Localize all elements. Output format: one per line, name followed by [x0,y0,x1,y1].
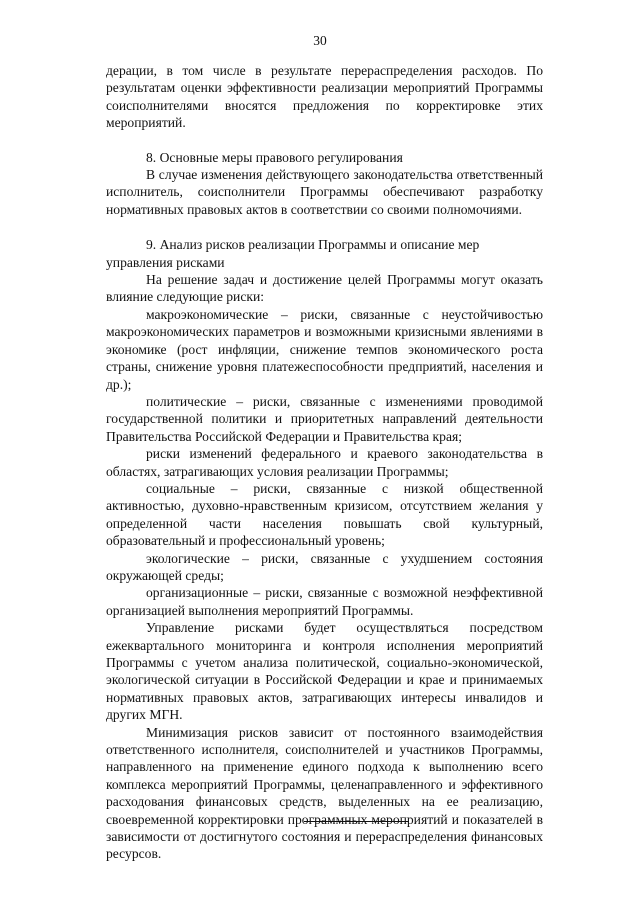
continued-paragraph: дерации, в том числе в результате перераспределения расходов. По результатам оценки эффективности реализации мероприятий Программы соисполнителями вносятся предложения по корректировке этих мероприятий. [106,63,543,131]
end-of-text-rule [304,821,409,822]
paragraph-risk-social: социальные – риски, связанные с низкой общественной активностью, духовно-нравственным кризисом, отсутствием желания у определенной части населения повышать свой культурный, образовательный и профессиональный уровень; [106,480,543,549]
paragraph-risk-macroeconomic: макроэкономические – риски, связанные с неустойчивостью макроэкономических параметров и возможными кризисными явлениями в экономике (рост инфляции, снижение темпов экономического роста страны, снижение уровня платежеспособности предприятий, населения и др.); [106,306,543,392]
paragraph-risk-political: политические – риски, связанные с изменениями проводимой государственной политики и приоритетных направлений деятельности Правительства Российской Федерации и Правительства края; [106,393,543,444]
paragraph-legal-regulation: В случае изменения действующего законодательства ответственный исполнитель, соисполнители Программы обеспечивают разработку нормативных правовых актов в соответствии со своими полномочиями. [106,167,543,217]
spacer [106,218,543,236]
paragraph-risk-management: Управление рисками будет осуществляться посредством ежеквартального мониторинга и контроля исполнения мероприятий Программы с учетом анализа политической, социально-экономической, экологической ситуации в Российской Федерации и крае и принимаемых нормативных правовых актов, затрагивающих интересы инвалидов и других МГН. [106,620,543,723]
page-body [106,62,543,863]
paragraph-risk-minimization: Минимизация рисков зависит от постоянного взаимодействия ответственного исполнителя, соисполнителей и участников Программы, направленного на применение единого подхода к выполнению всего комплекса мероприятий Программы, целенаправленного и эффективного расходования финансовых средств, выделенных на ее реализацию, своевременной корректировки программных мероприятий и показателей в зависимости от достигнутого состояния и перераспределения финансовых ресурсов. [106,724,543,862]
section-heading-legal-regulation: 8. Основные меры правового регулирования [146,149,403,165]
paragraph-risk-legislative: риски изменений федерального и краевого законодательства в областях, затрагивающих условия реализации Программы; [106,446,543,479]
section-heading-risk-analysis: 9. Анализ рисков реализации Программы и описание мер управления рисками [106,237,480,270]
paragraph-risk-organizational: организационные – риски, связанные с возможной неэффективной организацией выполнения мероприятий Программы. [106,585,543,618]
paragraph-risks-intro: На решение задач и достижение целей Программы могут оказать влияние следующие риски: [106,272,543,305]
page-number: 30 [313,33,327,48]
paragraph-risk-ecological: экологические – риски, связанные с ухудшением состояния окружающей среды; [106,550,543,583]
spacer [106,132,543,149]
